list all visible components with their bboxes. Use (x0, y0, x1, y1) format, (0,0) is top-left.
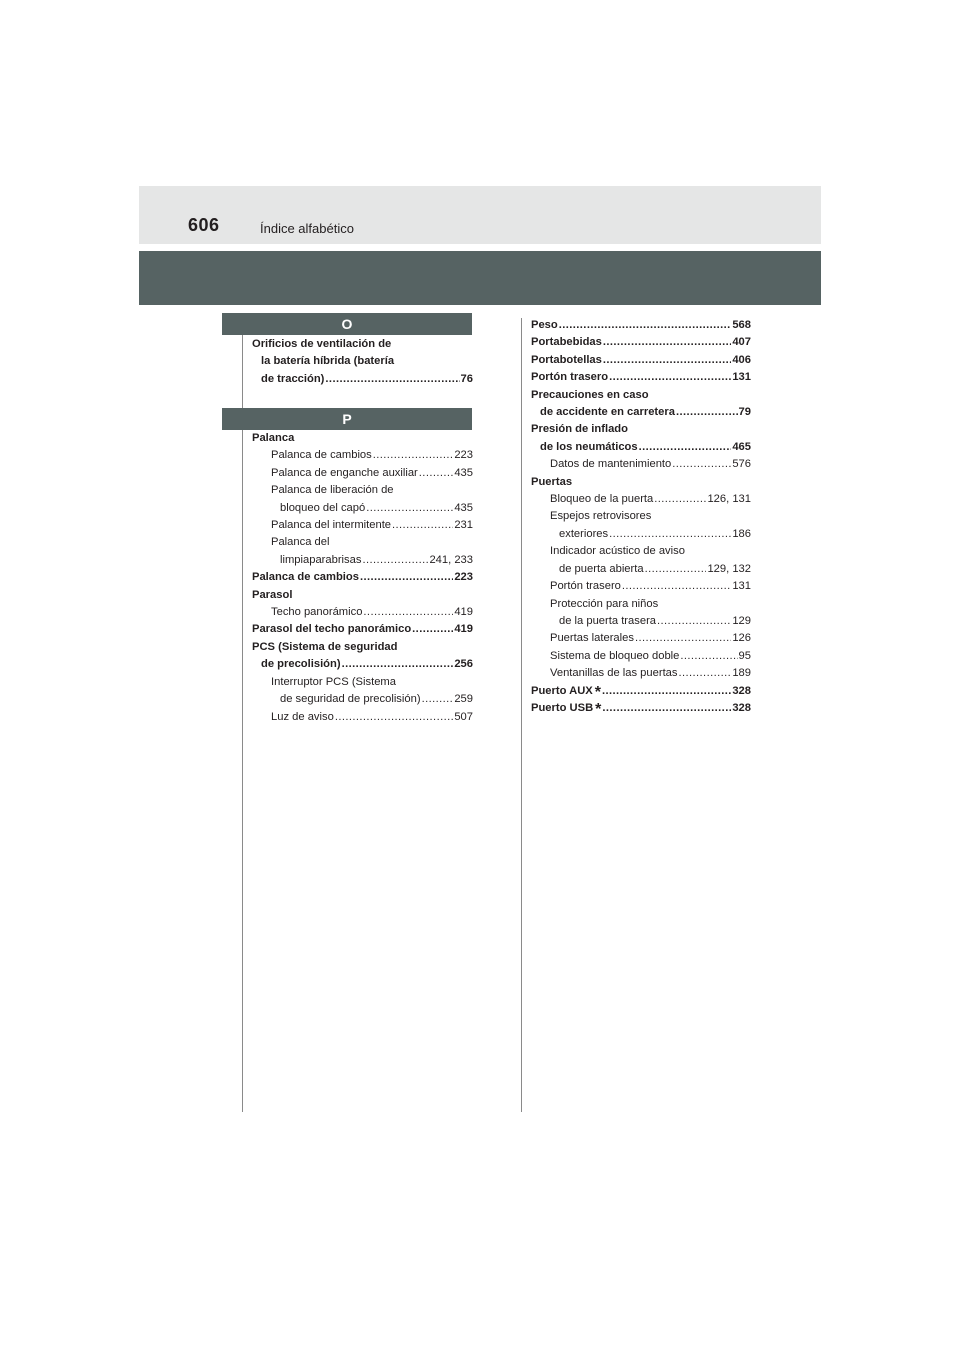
entry-page: 406 (732, 353, 751, 366)
index-list-o (252, 336, 473, 388)
entry-page: 126, 131 (707, 493, 751, 506)
entry-term: de tracción) (261, 372, 325, 385)
entry-page: 223 (454, 571, 473, 584)
dot-leader (392, 517, 453, 534)
entry-term: Protección para niños (550, 597, 659, 610)
entry-term: Puerto USB (531, 701, 594, 714)
index-entry (531, 317, 751, 334)
index-entry (252, 430, 473, 447)
entry-term: exteriores (559, 527, 609, 540)
entry-page: 223 (454, 449, 473, 462)
dot-leader (362, 552, 428, 569)
index-entry (252, 639, 473, 656)
entry-page: 231 (454, 519, 473, 532)
dot-leader (603, 352, 731, 369)
entry-page: 95 (738, 649, 751, 662)
entry-term: Indicador acústico de aviso (550, 545, 685, 558)
dot-leader (325, 371, 459, 388)
dot-leader (422, 691, 454, 708)
entry-term: Techo panorámico (271, 606, 363, 619)
dot-leader (335, 709, 454, 726)
entry-term: Puerto AUX (531, 684, 593, 697)
index-entry (252, 587, 473, 604)
entry-term: Palanca del intermitente (271, 519, 392, 532)
dot-leader (609, 369, 731, 386)
entry-page: 435 (454, 501, 473, 514)
entry-page: 129 (732, 614, 751, 627)
dot-leader (672, 456, 731, 473)
entry-term: de seguridad de precolisión) (280, 693, 421, 706)
index-entry (531, 456, 751, 473)
entry-term: Puertas (531, 475, 573, 488)
entry-term: Palanca de enganche auxiliar (271, 466, 418, 479)
entry-term: Palanca de cambios (252, 571, 359, 584)
index-entry (252, 674, 473, 691)
entry-term: Parasol del techo panorámico (252, 623, 412, 636)
entry-page: 328 (732, 684, 751, 697)
entry-term: Interruptor PCS (Sistema (271, 675, 396, 688)
entry-term: de los neumáticos (540, 440, 638, 453)
index-entry (252, 691, 473, 708)
index-entry (531, 665, 751, 682)
dot-leader (419, 465, 454, 482)
index-entry (252, 656, 473, 673)
left-column-rule (242, 332, 243, 1112)
entry-page: 507 (454, 710, 473, 723)
index-entry (252, 569, 473, 586)
entry-term: de precolisión) (261, 658, 341, 671)
dot-leader (645, 561, 707, 578)
index-entry (252, 552, 473, 569)
entry-page: 328 (732, 701, 751, 714)
index-entry (531, 491, 751, 508)
dot-leader (366, 500, 453, 517)
entry-page: 79 (738, 406, 751, 419)
entry-page: 435 (454, 466, 473, 479)
section-title: Índice alfabético (260, 221, 354, 236)
header-band (139, 186, 821, 244)
dot-leader (679, 665, 732, 682)
entry-term: Bloqueo de la puerta (550, 493, 654, 506)
entry-page: 568 (732, 319, 751, 331)
index-entry (252, 353, 473, 370)
dot-leader (654, 491, 706, 508)
index-entry (531, 578, 751, 595)
index-entry (531, 334, 751, 351)
entry-term: de la puerta trasera (559, 614, 657, 627)
index-entry (531, 630, 751, 647)
dot-leader (676, 404, 738, 421)
index-entry (252, 447, 473, 464)
entry-term: la batería híbrida (batería (261, 355, 395, 368)
index-entry (252, 500, 473, 517)
entry-page: 259 (454, 693, 473, 706)
entry-term: Portabebidas (531, 336, 602, 349)
index-entry (531, 439, 751, 456)
entry-term: Orificios de ventilación de (252, 338, 392, 350)
entry-term: Parasol (252, 588, 293, 601)
entry-page: 76 (460, 372, 473, 385)
entry-page: 129, 132 (707, 562, 751, 575)
index-entry (252, 604, 473, 621)
dot-leader (609, 526, 731, 543)
index-entry (252, 465, 473, 482)
entry-term: de puerta abierta (559, 562, 644, 575)
index-entry (531, 596, 751, 613)
index-entry (531, 543, 751, 560)
index-entry (531, 352, 751, 369)
entry-term: Portón trasero (550, 580, 621, 593)
entry-term: Peso (531, 319, 558, 331)
index-entry: Puerto AUX * ..... 328 (531, 683, 751, 700)
entry-term: bloqueo del capó (280, 501, 366, 514)
entry-term: Puertas laterales (550, 632, 634, 645)
entry-term: Ventanillas de las puertas (550, 667, 678, 680)
entry-page: 419 (454, 623, 473, 636)
index-entry (252, 621, 473, 638)
entry-page: 126 (732, 632, 751, 645)
dot-leader (602, 700, 731, 717)
index-entry (531, 387, 751, 404)
dot-leader (603, 334, 731, 351)
entry-term: Palanca del (271, 536, 330, 549)
entry-term: Espejos retrovisores (550, 510, 652, 523)
entry-page: 186 (732, 527, 751, 540)
dot-leader (657, 613, 731, 630)
page-number: 606 (188, 215, 220, 235)
entry-term: Presión de inflado (531, 423, 628, 436)
entry-term: Portabotellas (531, 353, 602, 366)
index-entry (531, 613, 751, 630)
entry-page: 131 (732, 371, 751, 384)
entry-page: 465 (732, 440, 751, 453)
entry-term: Datos de mantenimiento (550, 458, 672, 471)
dot-leader (680, 648, 737, 665)
entry-term: Luz de aviso (271, 710, 334, 723)
entry-page: 131 (732, 580, 751, 593)
index-entry (531, 526, 751, 543)
entry-term: PCS (Sistema de seguridad (252, 640, 398, 653)
index-entry (252, 336, 473, 353)
index-entry (252, 482, 473, 499)
dot-leader (360, 569, 453, 586)
index-entry (531, 561, 751, 578)
index-entry (252, 534, 473, 551)
dot-leader (559, 317, 732, 334)
dot-leader (363, 604, 453, 621)
entry-term: Sistema de bloqueo doble (550, 649, 680, 662)
entry-term: Precauciones en caso (531, 388, 649, 401)
index-entry (531, 369, 751, 386)
dot-leader (635, 630, 731, 647)
index-entry (531, 648, 751, 665)
dot-leader (373, 447, 454, 464)
index-list-right (531, 317, 751, 717)
entry-page: 419 (454, 606, 473, 619)
index-entry (531, 474, 751, 491)
entry-page: 189 (732, 667, 751, 680)
dot-leader (412, 621, 453, 638)
index-entry (531, 508, 751, 525)
index-entry (531, 421, 751, 438)
dot-leader (602, 683, 731, 700)
index-entry (531, 404, 751, 421)
chapter-band (139, 251, 821, 305)
center-column-rule (521, 318, 522, 1112)
entry-term: Palanca de liberación de (271, 484, 394, 497)
letter-bar-p: P (222, 408, 472, 430)
entry-page: 407 (732, 336, 751, 349)
index-entry (252, 371, 473, 388)
dot-leader (622, 578, 731, 595)
entry-term: de accidente en carretera (540, 406, 675, 419)
dot-leader (342, 656, 454, 673)
letter-bar-o: O (222, 313, 472, 335)
index-entry (252, 517, 473, 534)
entry-term: Palanca de cambios (271, 449, 372, 462)
index-entry: Puerto USB * ..... 328 (531, 700, 751, 717)
entry-page: 576 (732, 458, 751, 471)
dot-leader (639, 439, 732, 456)
entry-page: 256 (454, 658, 473, 671)
entry-term: limpiaparabrisas (280, 553, 362, 566)
entry-term: Palanca (252, 432, 295, 444)
index-entry (252, 709, 473, 726)
index-list-p (252, 430, 473, 726)
entry-term: Portón trasero (531, 371, 609, 384)
entry-page: 241, 233 (429, 553, 473, 566)
